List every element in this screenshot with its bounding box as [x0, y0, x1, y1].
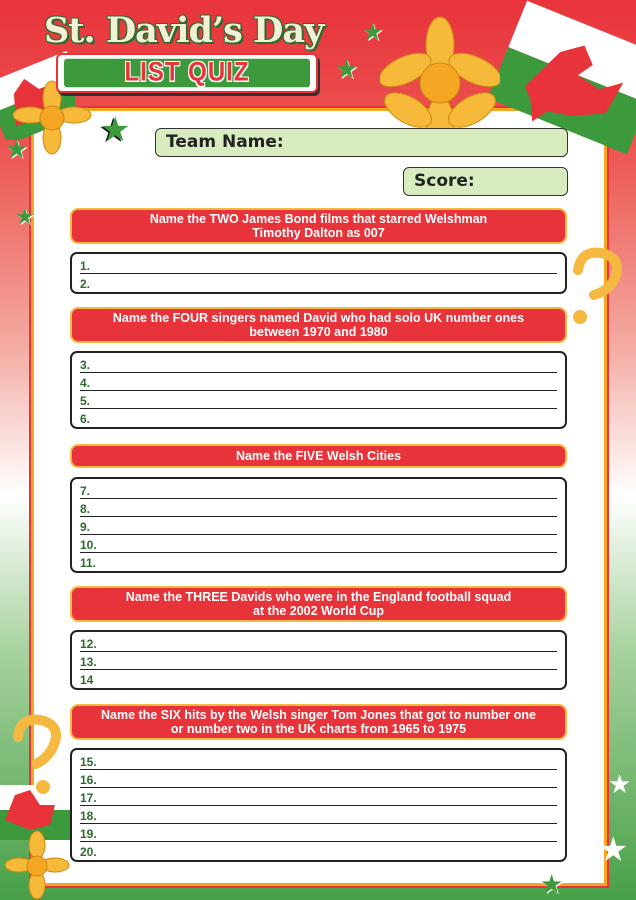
team-name-field[interactable] [155, 128, 568, 157]
question-header: Name the FIVE Welsh Cities [70, 444, 567, 468]
answer-box [70, 351, 567, 429]
question-mark-icon [566, 245, 626, 330]
answer-line[interactable]: 14 [80, 673, 94, 687]
answer-line[interactable]: 16. [80, 770, 557, 788]
question-header: Name the THREE Davids who were in the England football squad at the 2002 World Cup [70, 586, 567, 622]
star-icon: ★ [362, 18, 384, 46]
subtitle-banner [56, 53, 318, 93]
answer-line[interactable]: 17. [80, 788, 557, 806]
answer-line[interactable]: 2. [80, 277, 91, 291]
answer-box [70, 630, 567, 690]
star-icon: ★ [15, 205, 35, 230]
answer-line[interactable]: 10. [80, 535, 557, 553]
answer-line[interactable]: 12. [80, 634, 557, 652]
question-header: Name the FOUR singers named David who had solo UK number ones between 1970 and 1980 [70, 307, 567, 343]
answer-line[interactable]: 5. [80, 391, 557, 409]
answer-line[interactable]: 3. [80, 355, 557, 373]
star-icon: ★ [5, 135, 29, 165]
question-mark-icon [8, 712, 68, 797]
daffodil-icon [5, 830, 70, 900]
answer-line[interactable]: 4. [80, 373, 557, 391]
answer-line[interactable]: 8. [80, 499, 557, 517]
answer-line[interactable]: 1. [80, 256, 557, 274]
answer-line[interactable]: 13. [80, 652, 557, 670]
page-title: St. David’s Day [44, 10, 324, 51]
star-icon: ★ [540, 870, 564, 900]
answer-box [70, 477, 567, 573]
star-icon: ★ [608, 770, 632, 800]
subtitle: LIST QUIZ [64, 59, 310, 88]
star-icon: ★ [598, 830, 629, 870]
answer-box [70, 252, 567, 294]
answer-line[interactable]: 18. [80, 806, 557, 824]
question-header: Name the TWO James Bond films that starred Welshman Timothy Dalton as 007 [70, 208, 567, 244]
answer-line[interactable]: 6. [80, 412, 91, 426]
answer-box [70, 748, 567, 862]
answer-line[interactable]: 15. [80, 752, 557, 770]
answer-line[interactable]: 20. [80, 845, 97, 859]
answer-line[interactable]: 19. [80, 824, 557, 842]
answer-line[interactable]: 11. [80, 556, 97, 570]
star-icon: ★ [335, 55, 359, 85]
question-header: Name the SIX hits by the Welsh singer Tom Jones that got to number one or number two in the UK charts from 1965 to 1975 [70, 704, 567, 740]
star-icon: ★ [100, 110, 131, 150]
team-name-label: Team Name: [166, 132, 284, 152]
score-label: Score: [414, 171, 475, 191]
score-field[interactable] [403, 167, 568, 196]
answer-line[interactable]: 9. [80, 517, 557, 535]
answer-line[interactable]: 7. [80, 481, 557, 499]
